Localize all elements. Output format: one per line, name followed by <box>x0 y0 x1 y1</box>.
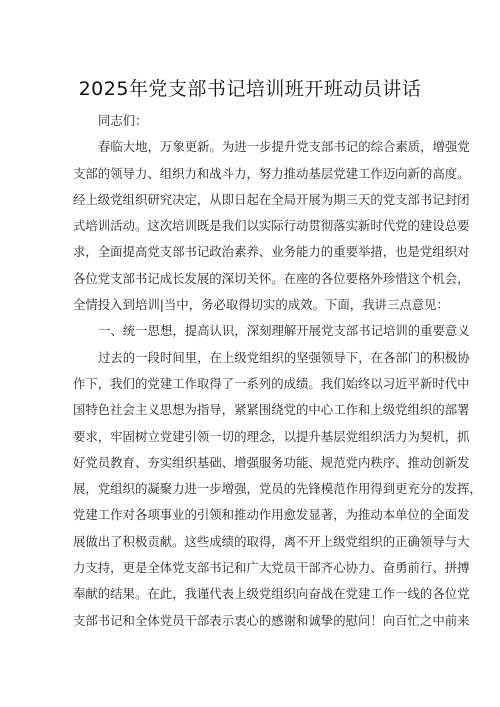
document-title: 2025年党支部书记培训班开班动员讲话 <box>78 78 422 100</box>
body-line: 各位党支部书记成长发展的深切关怀。在座的各位要格外珍惜这个机会， <box>73 270 470 286</box>
body-line: 过去的一段时间里，在上级党组织的坚强领导下，在各部门的积极协 <box>98 349 470 365</box>
body-line: 展做出了积极贡献。这些成绩的取得，离不开上级党组织的正确领导与大 <box>73 533 470 549</box>
body-line: 展，党组织的凝聚力进一步增强，党员的先锋模范作用得到更充分的发挥， <box>73 481 482 497</box>
body-line: 求，全面提高党支部书记政治素养、业务能力的重要举措，也是党组织对 <box>73 244 470 260</box>
body-line: 支部的领导力、组织力和战斗力，努力推动基层党建工作迈向新的高度。 <box>73 165 470 181</box>
body-line: 力支持，更是全体党支部书记和广大党员干部齐心协力、奋勇前行、拼搏 <box>73 560 470 576</box>
body-line: 国特色社会主义思想为指导，紧紧围绕党的中心工作和上级党组织的部署 <box>73 402 470 418</box>
body-line: 同志们： <box>98 113 148 128</box>
body-line: 经上级党组织研究决定，从即日起在全局开展为期三天的党支部书记封闭 <box>73 191 470 207</box>
body-line: 奉献的结果。在此，我谨代表上级党组织向奋战在党建工作一线的各位党 <box>73 586 470 602</box>
document-body <box>73 108 482 634</box>
body-line: 党建工作对各项事业的引领和推动作用愈发显著，为推动本单位的全面发 <box>73 507 470 523</box>
body-line: 全情投入到培训|当中，务必取得切实的成效。下面，我讲三点意见： <box>73 297 449 313</box>
body-line: 式培训活动。这次培训既是我们以实际行动贯彻落实新时代党的建设总要 <box>73 218 470 234</box>
body-line: 作下，我们的党建工作取得了一系列的成绩。我们始终以习近平新时代中 <box>73 375 470 391</box>
body-line: 春临大地，万象更新。为进一步提升党支部书记的综合素质，增强党 <box>98 139 470 155</box>
body-line: 支部书记和全体党员干部表示衷心的感谢和诚挚的慰问！向百忙之中前来 <box>73 612 470 628</box>
body-line: 好党员教育、夯实组织基础、增强服务功能、规范党内秩序、推动创新发 <box>73 454 470 470</box>
body-line: 一、统一思想，提高认识，深刻理解开展党支部书记培训的重要意义 <box>98 323 470 339</box>
body-line: 要求，牢固树立党建引领一切的理念，以提升基层党组织活力为契机，抓 <box>73 428 470 444</box>
